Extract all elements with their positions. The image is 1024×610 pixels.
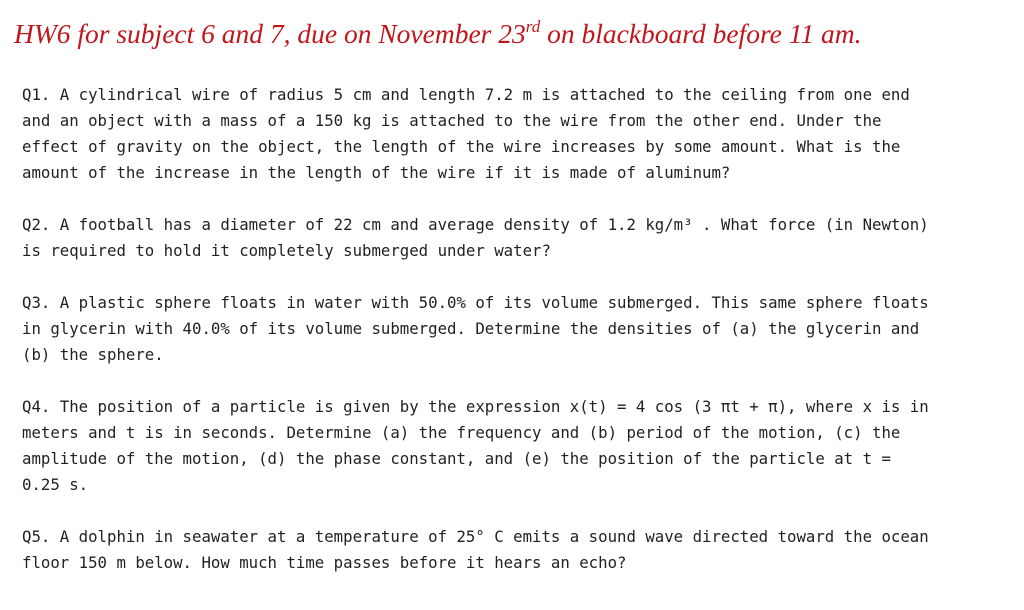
question-4-line: Q4. The position of a particle is given by the expression x(t) = 4 cos (3 πt + π), where x is in — [22, 397, 929, 416]
question-4-line: meters and t is in seconds. Determine (a) the frequency and (b) period of the motion, (c) the — [22, 423, 901, 442]
page-title — [14, 14, 1014, 54]
question-1-line: and an object with a mass of a 150 kg is attached to the wire from the other end. Under the — [22, 111, 882, 130]
title-superscript: rd — [525, 17, 541, 36]
question-3 — [22, 290, 1002, 368]
question-5 — [22, 524, 1002, 576]
question-4-line: 0.25 s. — [22, 475, 89, 494]
question-2 — [22, 212, 1002, 264]
question-1-line: amount of the increase in the length of the wire if it is made of aluminum? — [22, 163, 731, 182]
question-1-line: Q1. A cylindrical wire of radius 5 cm and length 7.2 m is attached to the ceiling from one end — [22, 85, 910, 104]
question-2-line: is required to hold it completely submerged under water? — [22, 241, 551, 260]
question-5-line: floor 150 m below. How much time passes before it hears an echo? — [22, 553, 627, 572]
question-1-line: effect of gravity on the object, the length of the wire increases by some amount. What is the — [22, 137, 901, 156]
question-3-line: Q3. A plastic sphere floats in water with 50.0% of its volume submerged. This same sphere floats — [22, 293, 929, 312]
question-4-line: amplitude of the motion, (d) the phase constant, and (e) the position of the particle at t = — [22, 449, 891, 468]
question-4 — [22, 394, 1002, 498]
question-3-line: (b) the sphere. — [22, 345, 164, 364]
title-text: HW6 for subject 6 and 7, due on November 23 — [14, 18, 526, 49]
question-1 — [22, 82, 1002, 186]
question-3-line: in glycerin with 40.0% of its volume submerged. Determine the densities of (a) the glycerin and — [22, 319, 920, 338]
question-5-line: Q5. A dolphin in seawater at a temperature of 25° C emits a sound wave directed toward the ocean — [22, 527, 929, 546]
title-text-end: on blackboard before 11 am. — [540, 18, 862, 49]
question-2-line: Q2. A football has a diameter of 22 cm and average density of 1.2 kg/m³ . What force (in Newton) — [22, 215, 929, 234]
